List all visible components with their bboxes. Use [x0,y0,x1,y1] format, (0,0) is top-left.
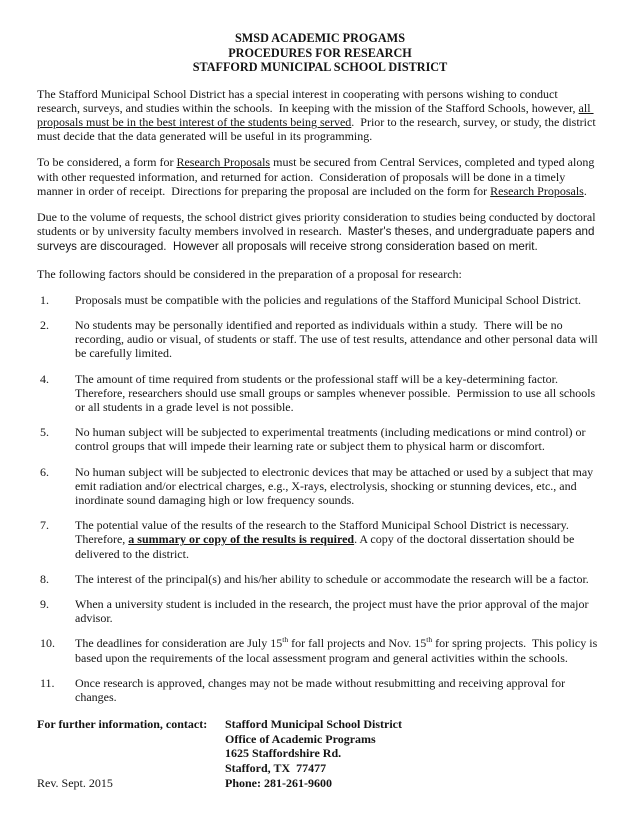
intro-paragraph-2 [37,155,603,198]
list-item-text-segment: for fall projects and Nov. 15 [288,636,427,651]
list-item [37,372,603,415]
list-item-number: 5. [40,425,49,440]
list-item [37,572,603,586]
title-line-2: PROCEDURES FOR RESEARCH [228,45,412,60]
list-item-number: 7. [40,518,49,533]
contact-label: For further information, contact: [37,717,208,732]
list-item-number: 2. [40,317,49,332]
list-item-text: Proposals must be compatible with the policies and regulations of the Stafford Municipal School District. [75,292,582,307]
contact-office: Office of Academic Programs [225,731,376,746]
list-item-number: 4. [40,371,49,386]
revision-note: Rev. Sept. 2015 [37,776,113,790]
paragraph-text: Due to the volume of requests, the school district gives priority consideration to studies being conducted by doctoral students or by university faculty members involved in research. [37,209,599,239]
list-item [37,597,603,625]
list-item-text-segment: for spring projects. This policy is based upon the requirements of the local assessment program and general activities within the schools. [75,636,601,665]
list-item-number: 9. [40,596,49,611]
list-item-number: 10. [40,636,55,651]
contact-address [225,717,402,790]
contact-org: Stafford Municipal School District [225,717,402,732]
sans-inserted-text: Master's theses, and undergraduate papers and surveys are discouraged. However all proposals will receive strong consideration based on merit. [37,225,598,254]
list-item [37,676,603,704]
underlined-text: Research Proposals [490,183,584,198]
list-item-text: Once research is approved, changes may not be made without resubmitting and receiving approval for changes. [75,675,569,704]
list-item [37,518,603,561]
list-item [37,318,603,361]
paragraph-text: . Prior to the research, survey, or study, the district must decide that the data generated will be useful in its programming. [37,114,599,144]
contact-phone: Phone: 281-261-9600 [225,775,332,790]
title-line-1: SMSD ACADEMIC PROGAMS [235,31,405,45]
list-item-text: The interest of the principal(s) and his/her ability to schedule or accommodate the research will be a factor. [75,571,589,586]
list-item-text [75,636,603,664]
list-item-text [75,518,603,561]
paragraph-text: To be considered, a form for [37,155,177,170]
list-item-text: The amount of time required from students or the professional staff will be a key-determining factor. Therefore, researchers should use small groups or samples whenever possible. Permission to use all schools or all students in a grade level is not possible. [75,371,599,414]
title-line-3: STAFFORD MUNICIPAL SCHOOL DISTRICT [192,60,448,74]
intro-paragraph-3 [37,210,603,255]
paragraph-text: must be secured from Central Services, completed and typed along with other requested information, and returned for action. Consideration of proposals will be done in a timely manner in order of receipt. Directions for preparing the proposal are included on the form for [37,155,598,198]
document-title [37,31,603,75]
list-item [37,636,603,664]
list-item-text-segment: . A copy of the doctoral dissertation should be delivered to the district. [75,532,578,561]
list-item-text-segment: The potential value of the results of the research to the Stafford Municipal School District is necessary. Therefore, [75,518,572,547]
list-item-text: When a university student is included in the research, the project must have the prior approval of the major advisor. [75,596,592,626]
numbered-list [37,293,603,704]
list-item [37,425,603,453]
underlined-text: all proposals must be in the best interest of the students being served [37,100,594,129]
contact-street: 1625 Staffordshire Rd. [225,746,342,761]
underlined-text: Research Proposals [176,155,271,170]
list-item-number: 1. [40,292,49,307]
ordinal-superscript: th [282,635,289,645]
list-item-text: No human subject will be subjected to electronic devices that may be attached or used by a subject that may emit radiation and/or electrical charges, e.g., X-rays, electrolysis, shocking or stunning devices, etc., and inordinate sound damaging high or low frequency sounds. [75,464,597,507]
list-item-text-segment: The deadlines for consideration are July 15 [75,636,283,651]
paragraph-text: The Stafford Municipal School District has a special interest in cooperating with persons wishing to conduct research, surveys, and studies within the schools. In keeping with the mission of the Stafford Schools, however, [37,86,579,115]
contact-city-state-zip: Stafford, TX 77477 [225,760,327,775]
list-item-number: 8. [40,571,49,586]
list-item-text: No human subject will be subjected to experimental treatments (including medications or mind control) or control groups that will impede their learning rate or subject them to physical harm or discomfort. [75,425,589,454]
intro-paragraph-4: The following factors should be considered in the preparation of a proposal for research: [37,266,462,281]
list-item-text: No students may be personally identified and reported as individuals within a study. There will be no recording, audio or visual, of students or staff. The use of test results, attendance and other personal data will be carefully limited. [75,317,601,361]
paragraph-text: . [583,183,587,198]
list-item-number: 6. [40,464,49,479]
list-item-number: 11. [40,675,55,690]
list-item [37,293,603,307]
list-item [37,465,603,508]
ordinal-superscript: th [426,635,433,645]
intro-paragraph-1 [37,87,603,144]
contact-block [37,717,603,790]
bold-underlined-text: a summary or copy of the results is required [128,532,355,547]
